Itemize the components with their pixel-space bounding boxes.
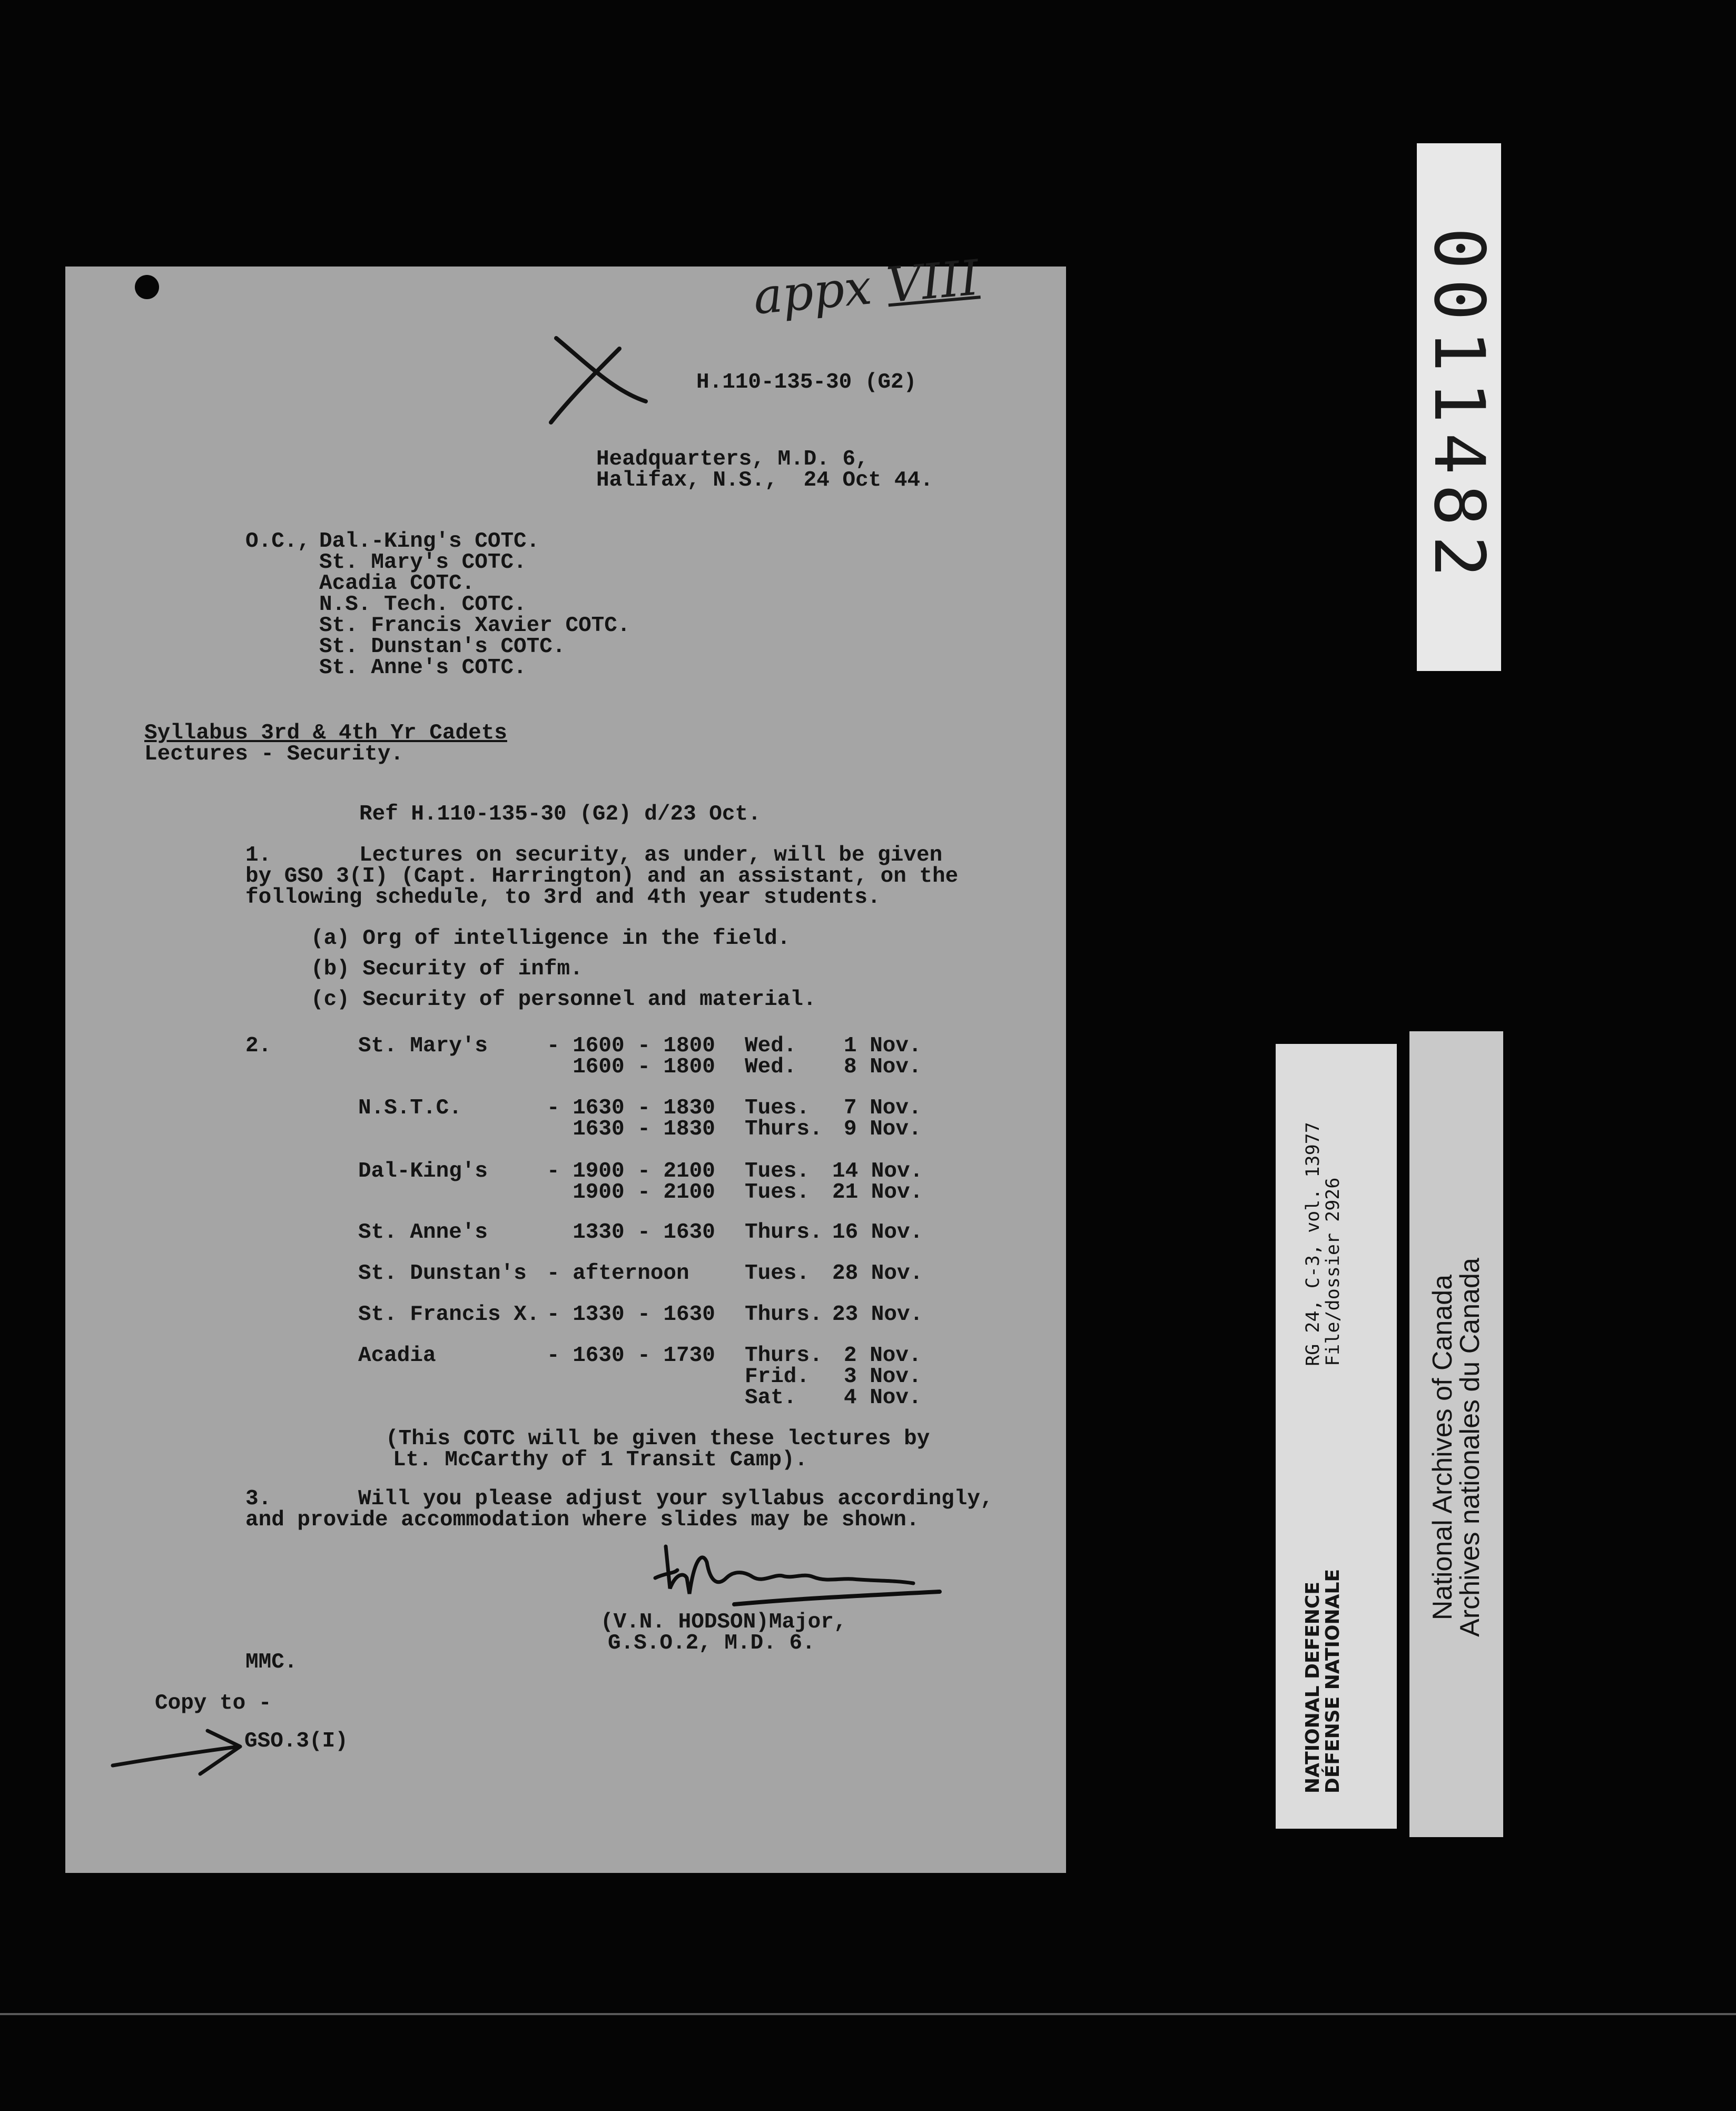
schedule-time: 1900 - 2100 xyxy=(547,1180,715,1205)
subject-line-2: Lectures - Security. xyxy=(144,742,404,766)
appendix-roman: VIII xyxy=(884,249,982,314)
archive-number-stamp xyxy=(1417,143,1501,671)
recipient-item: St. Francis Xavier COTC. xyxy=(319,614,630,638)
recipient-prefix: O.C., xyxy=(245,529,311,554)
signatory-title: G.S.O.2, M.D. 6. xyxy=(608,1631,815,1655)
paragraph-line: by GSO 3(I) (Capt. Harrington) and an assistant, on the xyxy=(245,864,959,889)
schedule-unit: N.S.T.C. xyxy=(358,1096,462,1120)
archive-reference-line-1: RG 24, C-3, vol. 13977 xyxy=(1303,1122,1324,1366)
signatory-name: (V.N. HODSON)Major, xyxy=(600,1610,847,1634)
schedule-day: Thurs. xyxy=(745,1220,823,1245)
recipient-item: Dal.-King's COTC. xyxy=(319,529,540,554)
archive-reference-label xyxy=(1276,1044,1397,1829)
schedule-date: 14 Nov. xyxy=(832,1159,923,1183)
schedule-day: Sat. xyxy=(745,1386,797,1410)
paragraph-number: 1. xyxy=(245,843,272,867)
schedule-date: 16 Nov. xyxy=(832,1220,923,1245)
paragraph-line: Will you please adjust your syllabus accordingly, xyxy=(358,1487,993,1511)
copy-recipient: GSO.3(I) xyxy=(244,1729,348,1753)
reference-line: Ref H.110-135-30 (G2) d/23 Oct. xyxy=(359,802,761,826)
copy-to-label: Copy to - xyxy=(155,1691,272,1715)
schedule-time: - 1900 - 2100 xyxy=(547,1159,715,1183)
schedule-date: 21 Nov. xyxy=(832,1180,923,1205)
recipient-item: N.S. Tech. COTC. xyxy=(319,593,527,617)
schedule-unit: St. Dunstan's xyxy=(358,1261,527,1286)
schedule-note-line-1: (This COTC will be given these lectures by xyxy=(386,1427,930,1451)
schedule-unit: St. Anne's xyxy=(358,1220,488,1245)
schedule-time: - 1330 - 1630 xyxy=(547,1303,715,1327)
archive-number: 0011482 xyxy=(1418,227,1500,587)
handwritten-appendix-note xyxy=(751,249,982,325)
paragraph-number: 2. xyxy=(245,1034,272,1058)
schedule-unit: St. Francis X. xyxy=(358,1303,540,1327)
schedule-day: Tues. xyxy=(745,1096,810,1120)
schedule-day: Tues. xyxy=(745,1159,810,1183)
schedule-time: 1330 - 1630 xyxy=(547,1220,715,1245)
schedule-day: Tues. xyxy=(745,1261,810,1286)
typist-initials: MMC. xyxy=(245,1650,298,1674)
schedule-day: Tues. xyxy=(745,1180,810,1205)
list-item: (b) Security of infm. xyxy=(311,957,583,981)
handwritten-x-mark xyxy=(540,338,677,428)
schedule-day: Wed. xyxy=(745,1055,797,1079)
archives-line-2: Archives nationales du Canada xyxy=(1455,1258,1485,1637)
file-reference: H.110-135-30 (G2) xyxy=(696,370,917,394)
schedule-day: Thurs. xyxy=(745,1344,823,1368)
schedule-day: Thurs. xyxy=(745,1117,823,1141)
national-archives-name xyxy=(1429,1258,1484,1637)
schedule-date: 8 Nov. xyxy=(844,1055,922,1079)
schedule-unit: Dal-King's xyxy=(358,1159,488,1183)
paragraph-line: and provide accommodation where slides may be shown. xyxy=(245,1508,920,1532)
schedule-time: 1600 - 1800 xyxy=(547,1055,715,1079)
schedule-time: - 1630 - 1830 xyxy=(547,1096,715,1120)
recipient-item: St. Dunstan's COTC. xyxy=(319,635,566,659)
schedule-date: 28 Nov. xyxy=(832,1261,923,1286)
department-name xyxy=(1303,1569,1343,1793)
schedule-time: 1630 - 1830 xyxy=(547,1117,715,1141)
paragraph-number: 3. xyxy=(245,1487,272,1511)
archives-line-1: National Archives of Canada xyxy=(1427,1274,1458,1621)
appendix-word: appx xyxy=(751,259,874,325)
paragraph-line: Lectures on security, as under, will be given xyxy=(359,843,943,867)
schedule-date: 23 Nov. xyxy=(832,1303,923,1327)
department-line-2: DÉFENSE NATIONALE xyxy=(1322,1569,1344,1794)
schedule-day: Thurs. xyxy=(745,1303,823,1327)
schedule-date: 3 Nov. xyxy=(844,1365,922,1389)
scan-edge-line xyxy=(0,2013,1736,2015)
schedule-day: Frid. xyxy=(745,1365,810,1389)
department-line-1: NATIONAL DEFENCE xyxy=(1302,1582,1324,1794)
schedule-time: - afternoon xyxy=(547,1261,689,1286)
schedule-date: 2 Nov. xyxy=(844,1344,922,1368)
schedule-time: - 1600 - 1800 xyxy=(547,1034,715,1058)
recipient-item: Acadia COTC. xyxy=(319,571,475,596)
schedule-date: 1 Nov. xyxy=(844,1034,922,1058)
schedule-time: - 1630 - 1730 xyxy=(547,1344,715,1368)
schedule-note-line-2: Lt. McCarthy of 1 Transit Camp). xyxy=(393,1448,808,1472)
schedule-unit: St. Mary's xyxy=(358,1034,488,1058)
national-archives-label xyxy=(1409,1031,1503,1837)
schedule-date: 4 Nov. xyxy=(844,1386,922,1410)
archive-file-reference xyxy=(1303,1122,1343,1366)
handwritten-arrow-icon xyxy=(107,1723,250,1781)
document-sheet xyxy=(65,249,1066,1873)
punch-hole xyxy=(135,275,159,299)
recipient-item: St. Anne's COTC. xyxy=(319,656,527,680)
list-item: (a) Org of intelligence in the field. xyxy=(311,926,791,951)
paragraph-line: following schedule, to 3rd and 4th year students. xyxy=(245,885,881,910)
address-line-2: Halifax, N.S., 24 Oct 44. xyxy=(596,468,933,492)
schedule-day: Wed. xyxy=(745,1034,797,1058)
list-item: (c) Security of personnel and material. xyxy=(311,988,816,1012)
schedule-unit: Acadia xyxy=(358,1344,436,1368)
address-line-1: Headquarters, M.D. 6, xyxy=(596,447,869,471)
subject-line-1: Syllabus 3rd & 4th Yr Cadets xyxy=(144,721,507,745)
schedule-date: 7 Nov. xyxy=(844,1096,922,1120)
archive-reference-line-2: File/dossier 2926 xyxy=(1323,1177,1344,1366)
schedule-date: 9 Nov. xyxy=(844,1117,922,1141)
recipient-item: St. Mary's COTC. xyxy=(319,550,527,575)
